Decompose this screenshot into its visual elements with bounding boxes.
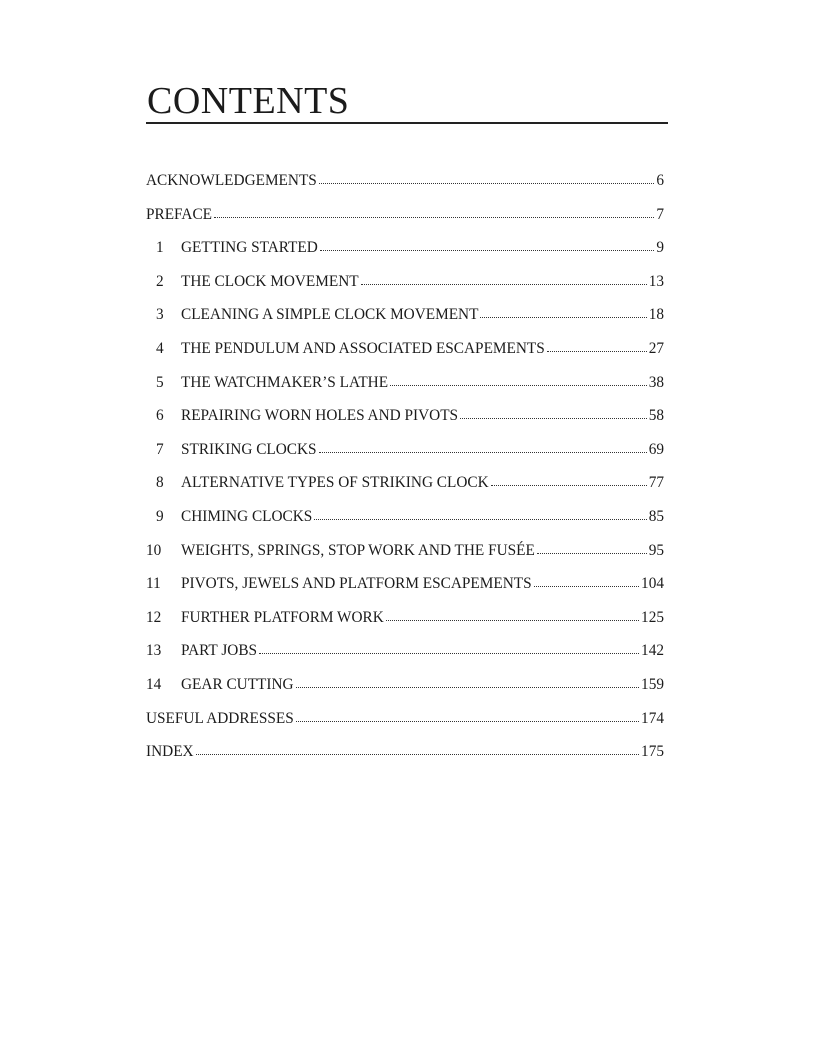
toc-dot-leader <box>196 742 639 756</box>
toc-entry <box>146 406 664 440</box>
toc-dot-leader <box>390 373 647 387</box>
toc-entry <box>146 205 664 239</box>
toc-entry-page-number: 9 <box>656 239 664 257</box>
toc-entry-number: 12 <box>146 608 162 626</box>
toc-dot-leader <box>460 406 647 420</box>
toc-dot-leader <box>296 675 639 689</box>
toc-entry <box>146 675 664 709</box>
toc-dot-leader <box>320 238 655 252</box>
page-title: CONTENTS <box>147 80 350 122</box>
toc-entry-title: GEAR CUTTING <box>181 675 294 693</box>
toc-entry-page-number: 175 <box>641 743 664 761</box>
toc-dot-leader <box>386 608 639 622</box>
toc-entry-page-number: 77 <box>648 474 664 492</box>
contents-page <box>146 80 668 792</box>
toc-dot-leader <box>480 305 646 319</box>
toc-entry <box>146 574 664 608</box>
toc-entry <box>146 373 664 407</box>
toc-entry-page-number: 159 <box>641 675 664 693</box>
toc-entry <box>146 742 664 776</box>
toc-entry <box>146 709 664 743</box>
toc-entry-title: PREFACE <box>146 205 213 223</box>
toc-entry-page-number: 95 <box>648 541 664 559</box>
toc-entry-page-number: 58 <box>648 407 664 425</box>
toc-entry-title: CLEANING A SIMPLE CLOCK MOVEMENT <box>181 306 479 324</box>
toc-entry-page-number: 142 <box>641 642 664 660</box>
toc-dot-leader <box>491 473 647 487</box>
toc-entry-title: STRIKING CLOCKS <box>181 440 317 458</box>
toc-entry-title: WEIGHTS, SPRINGS, STOP WORK AND THE FUSÉE <box>181 541 535 559</box>
toc-entry-number: 9 <box>156 507 164 525</box>
toc-entry-page-number: 69 <box>648 440 664 458</box>
toc-entry-number: 6 <box>156 407 164 425</box>
toc-entry-page-number: 104 <box>641 575 664 593</box>
toc-entry-number: 7 <box>156 440 164 458</box>
toc-entry-title: ALTERNATIVE TYPES OF STRIKING CLOCK <box>181 474 489 492</box>
toc-entry <box>146 641 664 675</box>
toc-entry-number: 3 <box>156 306 164 324</box>
toc-dot-leader <box>319 171 655 185</box>
toc-entry-number: 1 <box>156 239 164 257</box>
toc-entry-title: CHIMING CLOCKS <box>181 507 313 525</box>
toc-entry-number: 8 <box>156 474 164 492</box>
toc-entry-number: 2 <box>156 272 164 290</box>
toc-entry <box>146 305 664 339</box>
toc-entry-number: 13 <box>146 642 162 660</box>
toc-dot-leader <box>214 205 654 219</box>
toc-entry-title: THE WATCHMAKER’S LATHE <box>181 373 389 391</box>
table-of-contents <box>146 171 668 776</box>
toc-entry-title: USEFUL ADDRESSES <box>146 709 294 727</box>
toc-dot-leader <box>361 272 647 286</box>
toc-entry-title: REPAIRING WORN HOLES AND PIVOTS <box>181 407 459 425</box>
toc-dot-leader <box>296 709 639 723</box>
toc-entry <box>146 339 664 373</box>
toc-entry <box>146 507 664 541</box>
toc-entry-title: INDEX <box>146 743 194 761</box>
toc-entry-page-number: 85 <box>648 507 664 525</box>
toc-entry <box>146 238 664 272</box>
toc-entry-page-number: 174 <box>641 709 664 727</box>
toc-entry-page-number: 6 <box>656 172 664 189</box>
toc-dot-leader <box>259 641 639 655</box>
toc-entry <box>146 541 664 575</box>
toc-entry <box>146 608 664 642</box>
toc-entry-page-number: 18 <box>648 306 664 324</box>
toc-entry-number: 14 <box>146 675 162 693</box>
toc-entry-title: PART JOBS <box>181 642 258 660</box>
toc-dot-leader <box>547 339 647 353</box>
toc-dot-leader <box>314 507 646 521</box>
toc-dot-leader <box>537 541 647 555</box>
toc-entry <box>146 272 664 306</box>
toc-dot-leader <box>319 440 647 454</box>
toc-entry-title: THE CLOCK MOVEMENT <box>181 272 359 290</box>
toc-dot-leader <box>534 574 639 588</box>
toc-entry-page-number: 27 <box>648 339 664 357</box>
toc-entry-number: 5 <box>156 373 164 391</box>
toc-entry-page-number: 7 <box>656 205 664 223</box>
toc-entry-title: THE PENDULUM AND ASSOCIATED ESCAPEMENTS <box>181 339 545 357</box>
toc-entry-page-number: 125 <box>641 608 664 626</box>
toc-entry <box>146 440 664 474</box>
toc-entry-title: ACKNOWLEDGEMENTS <box>146 172 317 189</box>
toc-entry-page-number: 13 <box>648 272 664 290</box>
toc-entry-number: 11 <box>146 575 161 593</box>
toc-entry-number: 10 <box>146 541 162 559</box>
toc-entry-title: GETTING STARTED <box>181 239 318 257</box>
toc-entry <box>146 171 664 205</box>
toc-entry-title: PIVOTS, JEWELS AND PLATFORM ESCAPEMENTS <box>181 575 532 593</box>
toc-entry-number: 4 <box>156 339 164 357</box>
toc-entry-title: FURTHER PLATFORM WORK <box>181 608 384 626</box>
toc-entry <box>146 473 664 507</box>
toc-entry-page-number: 38 <box>648 373 664 391</box>
title-rule <box>146 122 668 124</box>
